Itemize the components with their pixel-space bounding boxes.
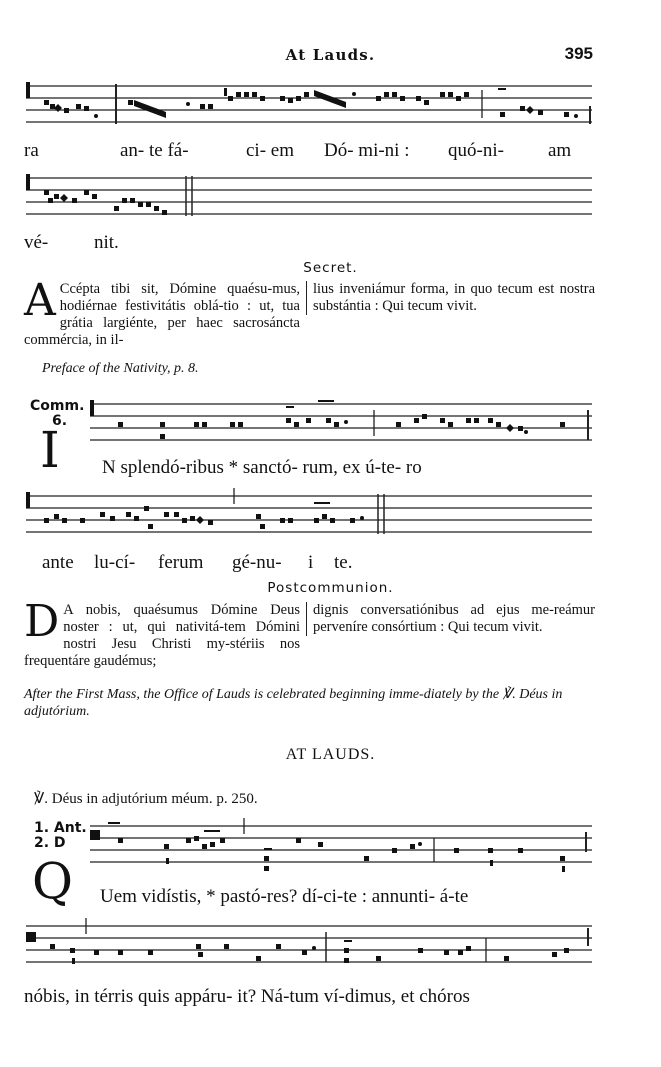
syllable: i — [308, 552, 314, 573]
chant-staff-5 — [90, 818, 594, 878]
after-mass-note: After the First Mass, the Office of Lauds is celebrated beginning imme-diately by the ℣. Déus in adjutórium. — [24, 687, 563, 719]
syllable: ante — [42, 552, 74, 573]
chant-staff-6 — [24, 918, 594, 978]
lyrics-antiphon-2: nóbis, in térris quis appáru- it? Ná-tum ví-dimus, et chóros — [24, 986, 470, 1007]
secret-left-column — [24, 275, 300, 349]
postcommunion-prayer — [24, 596, 595, 676]
syllable: vé- — [24, 232, 49, 253]
antiphon-label-1: 1. Ant. — [34, 820, 87, 836]
syllable: nit. — [94, 232, 119, 253]
secret-right-text: lius inveniámur forma, in quo tecum est nostra substántia : Qui tecum vivit. — [313, 281, 595, 314]
syllable: an- te fá- — [120, 140, 189, 161]
syllable: ci- em — [246, 140, 295, 161]
secret-prayer — [24, 275, 595, 355]
lauds-versicle: ℣. Déus in adjutórium méum. p. 250. — [34, 791, 258, 807]
secret-title: Secret. — [303, 260, 358, 276]
antiphon-label-2: 2. D — [34, 835, 66, 851]
syllable: am — [548, 140, 572, 161]
preface-note: Preface of the Nativity, p. 8. — [42, 361, 199, 376]
syllable: te. — [334, 552, 353, 573]
lyrics-line-1 — [24, 140, 594, 164]
postcommunion-right-text: dignis conversatiónibus ad ejus me-reámur perveníre consórtium : Qui tecum vivit. — [313, 602, 595, 635]
running-header: At Lauds. — [285, 46, 376, 64]
communion-initial: I — [40, 421, 60, 479]
postcommunion-title: Postcommunion. — [267, 580, 394, 596]
syllable: Dó- mi-ni : — [324, 140, 410, 161]
syllable: quó-ni- — [448, 140, 504, 161]
secret-right-column — [306, 281, 595, 315]
antiphon-initial: Q — [32, 852, 73, 910]
lyrics-line-2 — [24, 232, 324, 256]
communion-label: Comm. — [30, 398, 85, 414]
chant-staff-2 — [24, 172, 594, 224]
drop-cap: A — [24, 275, 56, 326]
postcommunion-right-column — [306, 602, 595, 636]
chant-staff-3 — [90, 396, 594, 452]
communion-number: 6. — [52, 413, 68, 429]
secret-left-text: Ccépta tibi sit, Dómine quaésu-mus, hodiérnae festivitátis oblá-tio : ut, tua grátia largiénte, per haec sacrosáncta commércia, in il- — [24, 281, 300, 348]
page-number: 395 — [564, 44, 593, 63]
postcommunion-left-text: A nobis, quaésumus Dómine Deus noster : ut, qui nativitá-tem Dómini nostri Jesu Christi my-stériis nos frequentáre gaudémus; — [24, 602, 300, 669]
lyrics-communion-1: N splendó-ribus * sanctó- rum, ex ú-te- ro — [102, 457, 422, 478]
syllable: lu-cí- — [94, 552, 136, 573]
postcommunion-left-column — [24, 596, 300, 670]
lyrics-antiphon-1: Uem vidístis, * pastó-res? dí-ci-te : annunti- á-te — [100, 886, 469, 907]
drop-cap: D — [24, 596, 60, 647]
chant-staff-1 — [24, 78, 594, 136]
syllable: ra — [24, 140, 39, 161]
lauds-title: AT LAUDS. — [285, 746, 376, 763]
syllable: ferum — [158, 552, 204, 573]
lyrics-communion-2 — [42, 552, 402, 576]
syllable: gé-nu- — [232, 552, 282, 573]
chant-staff-4 — [24, 488, 594, 544]
